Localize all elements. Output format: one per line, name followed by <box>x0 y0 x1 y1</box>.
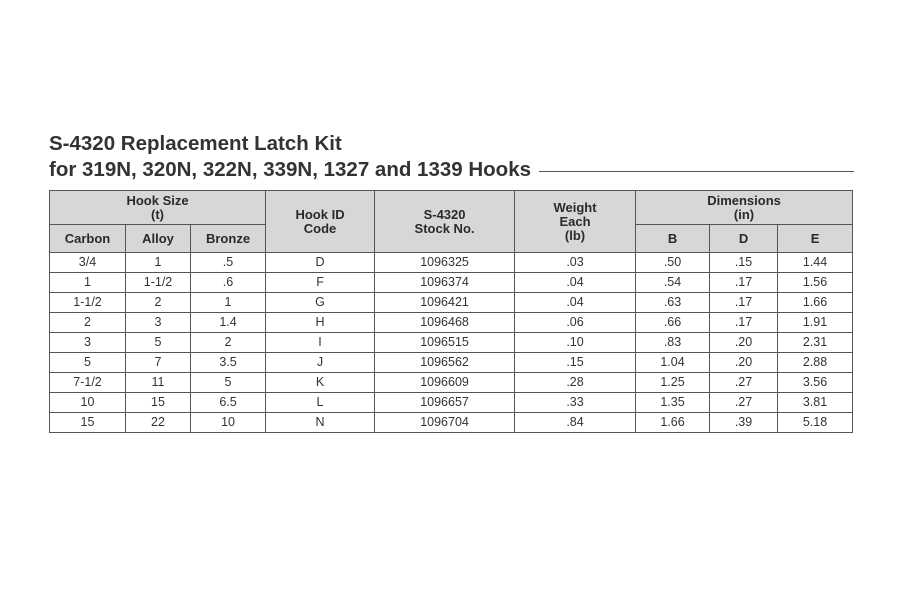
table-row <box>50 373 853 393</box>
hook-id-header-line1: Hook ID <box>295 206 345 222</box>
carbon-cell: 7-1/2 <box>50 373 126 393</box>
hook-size-label: Hook Size <box>126 192 189 208</box>
weight-cell: .06 <box>515 313 636 333</box>
dim-b-cell: 1.25 <box>636 373 710 393</box>
dim-b-cell: 1.66 <box>636 413 710 433</box>
dim-e-cell: 5.18 <box>778 413 853 433</box>
table-row <box>50 313 853 333</box>
weight-header-line1: Weight <box>553 199 597 215</box>
stock-no-header <box>375 191 515 253</box>
stock-no-cell: 1096657 <box>375 393 515 413</box>
stock-no-header-line1: S-4320 <box>423 206 466 222</box>
header-group-row <box>50 191 853 225</box>
title-line-2-row <box>49 157 854 183</box>
title-line-2: for 319N, 320N, 322N, 339N, 1327 and 1339 Hooks <box>49 158 532 181</box>
table-row <box>50 273 853 293</box>
weight-cell: .15 <box>515 353 636 373</box>
hook-id-cell: F <box>266 273 375 293</box>
latch-kit-table <box>49 190 853 433</box>
weight-cell: .04 <box>515 273 636 293</box>
hook-size-group-header <box>50 191 266 225</box>
dim-b-cell: .66 <box>636 313 710 333</box>
alloy-cell: 15 <box>126 393 191 413</box>
dim-e-cell: 3.81 <box>778 393 853 413</box>
carbon-cell: 1-1/2 <box>50 293 126 313</box>
table-row <box>50 393 853 413</box>
dim-d-cell: .17 <box>710 293 778 313</box>
table-row <box>50 293 853 313</box>
dim-e-cell: 1.56 <box>778 273 853 293</box>
table-body <box>50 253 853 433</box>
dim-b-cell: 1.35 <box>636 393 710 413</box>
hook-id-cell: G <box>266 293 375 313</box>
carbon-cell: 1 <box>50 273 126 293</box>
dim-d-cell: .20 <box>710 353 778 373</box>
dim-d-header: D <box>710 225 778 253</box>
weight-cell: .33 <box>515 393 636 413</box>
dim-e-header: E <box>778 225 853 253</box>
hook-id-cell: I <box>266 333 375 353</box>
hook-size-unit: (t) <box>151 206 165 222</box>
carbon-cell: 10 <box>50 393 126 413</box>
dim-b-cell: .50 <box>636 253 710 273</box>
table-row <box>50 253 853 273</box>
weight-cell: .03 <box>515 253 636 273</box>
bronze-cell: 5 <box>191 373 266 393</box>
dimensions-group-header <box>636 191 853 225</box>
stock-no-cell: 1096515 <box>375 333 515 353</box>
alloy-cell: 1-1/2 <box>126 273 191 293</box>
dim-e-cell: 1.66 <box>778 293 853 313</box>
weight-cell: .28 <box>515 373 636 393</box>
hook-id-cell: J <box>266 353 375 373</box>
dim-b-cell: .54 <box>636 273 710 293</box>
title-rule <box>539 171 854 172</box>
dim-d-cell: .27 <box>710 373 778 393</box>
alloy-cell: 7 <box>126 353 191 373</box>
hook-id-header-line2: Code <box>303 220 337 236</box>
carbon-cell: 3 <box>50 333 126 353</box>
hook-id-cell: N <box>266 413 375 433</box>
title-line-1: S-4320 Replacement Latch Kit <box>49 132 342 155</box>
dim-e-cell: 1.44 <box>778 253 853 273</box>
stock-no-cell: 1096468 <box>375 313 515 333</box>
table-row <box>50 333 853 353</box>
weight-header-line3: (lb) <box>564 227 586 243</box>
bronze-cell: .5 <box>191 253 266 273</box>
weight-header-line2: Each <box>559 213 591 229</box>
dim-d-cell: .17 <box>710 313 778 333</box>
dim-e-cell: 1.91 <box>778 313 853 333</box>
dim-d-cell: .17 <box>710 273 778 293</box>
carbon-cell: 5 <box>50 353 126 373</box>
bronze-cell: 3.5 <box>191 353 266 373</box>
stock-no-header-line2: Stock No. <box>414 220 475 236</box>
weight-cell: .84 <box>515 413 636 433</box>
bronze-cell: 6.5 <box>191 393 266 413</box>
stock-no-cell: 1096562 <box>375 353 515 373</box>
dim-e-cell: 3.56 <box>778 373 853 393</box>
hook-id-cell: L <box>266 393 375 413</box>
dim-e-cell: 2.31 <box>778 333 853 353</box>
hook-id-cell: H <box>266 313 375 333</box>
weight-cell: .10 <box>515 333 636 353</box>
alloy-cell: 22 <box>126 413 191 433</box>
carbon-header: Carbon <box>50 225 126 253</box>
alloy-cell: 2 <box>126 293 191 313</box>
dim-b-cell: .63 <box>636 293 710 313</box>
dim-b-cell: 1.04 <box>636 353 710 373</box>
dimensions-unit: (in) <box>733 206 755 222</box>
weight-header <box>515 191 636 253</box>
dim-d-cell: .15 <box>710 253 778 273</box>
alloy-cell: 1 <box>126 253 191 273</box>
alloy-cell: 5 <box>126 333 191 353</box>
stock-no-cell: 1096609 <box>375 373 515 393</box>
dim-b-header: B <box>636 225 710 253</box>
alloy-header: Alloy <box>126 225 191 253</box>
dim-d-cell: .27 <box>710 393 778 413</box>
dim-d-cell: .20 <box>710 333 778 353</box>
title-block <box>49 131 854 183</box>
dim-d-cell: .39 <box>710 413 778 433</box>
carbon-cell: 15 <box>50 413 126 433</box>
table-row <box>50 353 853 373</box>
hook-id-cell: D <box>266 253 375 273</box>
bronze-header: Bronze <box>191 225 266 253</box>
hook-id-cell: K <box>266 373 375 393</box>
weight-cell: .04 <box>515 293 636 313</box>
stock-no-cell: 1096325 <box>375 253 515 273</box>
carbon-cell: 3/4 <box>50 253 126 273</box>
bronze-cell: 10 <box>191 413 266 433</box>
bronze-cell: 1 <box>191 293 266 313</box>
table-row <box>50 413 853 433</box>
dim-b-cell: .83 <box>636 333 710 353</box>
alloy-cell: 11 <box>126 373 191 393</box>
hook-id-header <box>266 191 375 253</box>
dimensions-label: Dimensions <box>707 192 781 208</box>
bronze-cell: .6 <box>191 273 266 293</box>
bronze-cell: 2 <box>191 333 266 353</box>
dim-e-cell: 2.88 <box>778 353 853 373</box>
bronze-cell: 1.4 <box>191 313 266 333</box>
carbon-cell: 2 <box>50 313 126 333</box>
stock-no-cell: 1096374 <box>375 273 515 293</box>
alloy-cell: 3 <box>126 313 191 333</box>
stock-no-cell: 1096421 <box>375 293 515 313</box>
stock-no-cell: 1096704 <box>375 413 515 433</box>
